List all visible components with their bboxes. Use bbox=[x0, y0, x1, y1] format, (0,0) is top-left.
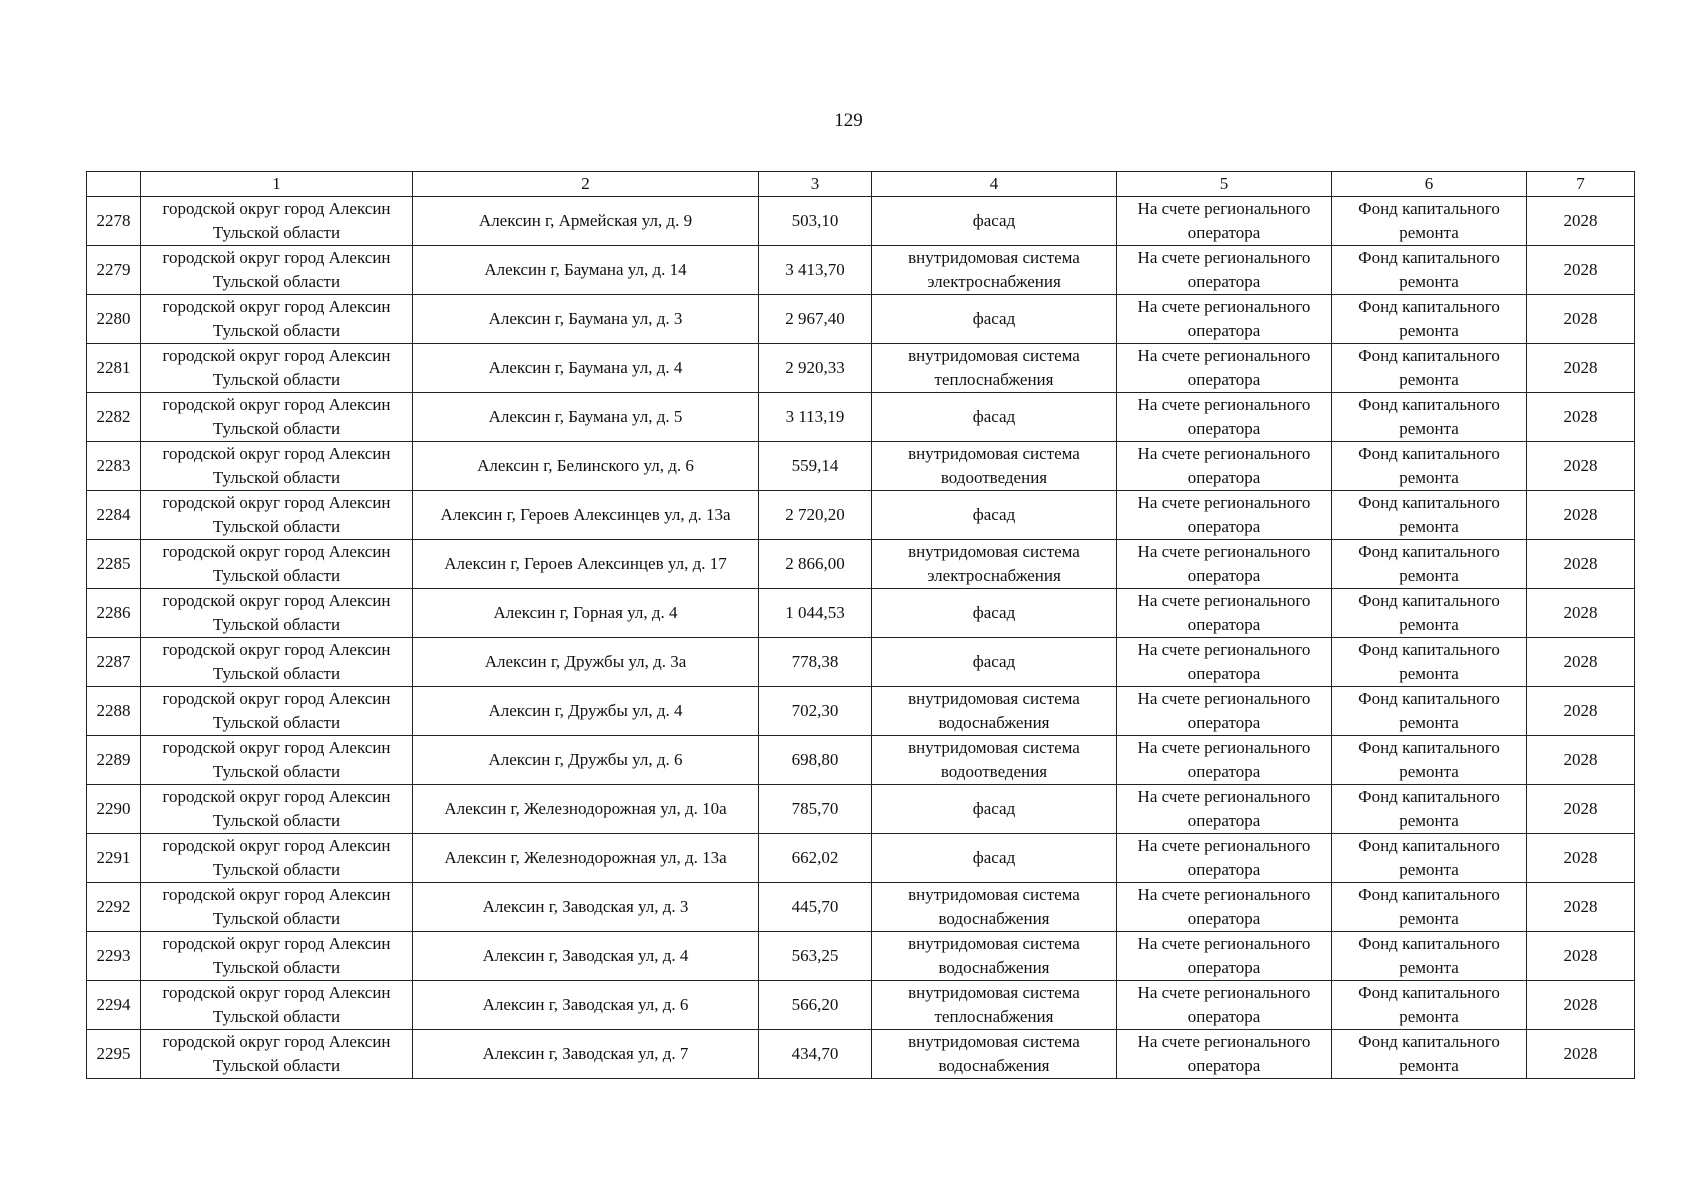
table-header bbox=[87, 172, 1635, 197]
cell-area: 778,38 bbox=[759, 638, 872, 687]
cell-account-method: На счете регионального оператора bbox=[1117, 540, 1332, 589]
cell-account-method: На счете регионального оператора bbox=[1117, 834, 1332, 883]
cell-year: 2028 bbox=[1527, 834, 1635, 883]
cell-funding-source: Фонд капитального ремонта bbox=[1332, 834, 1527, 883]
cell-row-number: 2283 bbox=[87, 442, 141, 491]
table-row bbox=[87, 834, 1635, 883]
cell-area: 785,70 bbox=[759, 785, 872, 834]
cell-funding-source: Фонд капитального ремонта bbox=[1332, 687, 1527, 736]
cell-row-number: 2282 bbox=[87, 393, 141, 442]
table-row bbox=[87, 246, 1635, 295]
cell-work-type: внутридомовая система теплоснабжения bbox=[872, 981, 1117, 1030]
cell-row-number: 2290 bbox=[87, 785, 141, 834]
cell-year: 2028 bbox=[1527, 932, 1635, 981]
column-header-7: 7 bbox=[1527, 172, 1635, 197]
cell-row-number: 2294 bbox=[87, 981, 141, 1030]
cell-area: 566,20 bbox=[759, 981, 872, 1030]
table-row bbox=[87, 197, 1635, 246]
table-row bbox=[87, 540, 1635, 589]
cell-area: 662,02 bbox=[759, 834, 872, 883]
cell-year: 2028 bbox=[1527, 638, 1635, 687]
cell-area: 503,10 bbox=[759, 197, 872, 246]
cell-municipality: городской округ город Алексин Тульской области bbox=[141, 785, 413, 834]
table-row bbox=[87, 883, 1635, 932]
cell-year: 2028 bbox=[1527, 491, 1635, 540]
table-row bbox=[87, 981, 1635, 1030]
cell-municipality: городской округ город Алексин Тульской области bbox=[141, 834, 413, 883]
table-row bbox=[87, 393, 1635, 442]
cell-municipality: городской округ город Алексин Тульской области bbox=[141, 736, 413, 785]
table-row bbox=[87, 638, 1635, 687]
cell-year: 2028 bbox=[1527, 197, 1635, 246]
page-number: 129 bbox=[834, 110, 863, 131]
column-header-4: 4 bbox=[872, 172, 1117, 197]
cell-account-method: На счете регионального оператора bbox=[1117, 246, 1332, 295]
table-row bbox=[87, 1030, 1635, 1079]
cell-funding-source: Фонд капитального ремонта bbox=[1332, 540, 1527, 589]
cell-account-method: На счете регионального оператора bbox=[1117, 442, 1332, 491]
cell-year: 2028 bbox=[1527, 393, 1635, 442]
cell-area: 698,80 bbox=[759, 736, 872, 785]
cell-area: 2 967,40 bbox=[759, 295, 872, 344]
cell-work-type: фасад bbox=[872, 638, 1117, 687]
cell-municipality: городской округ город Алексин Тульской области bbox=[141, 491, 413, 540]
cell-address: Алексин г, Армейская ул, д. 9 bbox=[413, 197, 759, 246]
cell-area: 445,70 bbox=[759, 883, 872, 932]
cell-address: Алексин г, Заводская ул, д. 7 bbox=[413, 1030, 759, 1079]
cell-row-number: 2295 bbox=[87, 1030, 141, 1079]
cell-row-number: 2292 bbox=[87, 883, 141, 932]
cell-municipality: городской округ город Алексин Тульской области bbox=[141, 295, 413, 344]
cell-address: Алексин г, Героев Алексинцев ул, д. 17 bbox=[413, 540, 759, 589]
cell-municipality: городской округ город Алексин Тульской области bbox=[141, 197, 413, 246]
cell-year: 2028 bbox=[1527, 442, 1635, 491]
cell-area: 2 866,00 bbox=[759, 540, 872, 589]
cell-work-type: внутридомовая система электроснабжения bbox=[872, 246, 1117, 295]
cell-work-type: внутридомовая система водоотведения bbox=[872, 442, 1117, 491]
cell-account-method: На счете регионального оператора bbox=[1117, 981, 1332, 1030]
cell-municipality: городской округ город Алексин Тульской области bbox=[141, 393, 413, 442]
cell-row-number: 2293 bbox=[87, 932, 141, 981]
cell-address: Алексин г, Железнодорожная ул, д. 13а bbox=[413, 834, 759, 883]
cell-funding-source: Фонд капитального ремонта bbox=[1332, 442, 1527, 491]
cell-municipality: городской округ город Алексин Тульской области bbox=[141, 687, 413, 736]
cell-funding-source: Фонд капитального ремонта bbox=[1332, 295, 1527, 344]
cell-year: 2028 bbox=[1527, 785, 1635, 834]
cell-account-method: На счете регионального оператора bbox=[1117, 197, 1332, 246]
cell-funding-source: Фонд капитального ремонта bbox=[1332, 393, 1527, 442]
cell-municipality: городской округ город Алексин Тульской области bbox=[141, 1030, 413, 1079]
cell-account-method: На счете регионального оператора bbox=[1117, 344, 1332, 393]
cell-year: 2028 bbox=[1527, 540, 1635, 589]
cell-account-method: На счете регионального оператора bbox=[1117, 295, 1332, 344]
cell-year: 2028 bbox=[1527, 344, 1635, 393]
cell-funding-source: Фонд капитального ремонта bbox=[1332, 1030, 1527, 1079]
cell-account-method: На счете регионального оператора bbox=[1117, 393, 1332, 442]
cell-municipality: городской округ город Алексин Тульской области bbox=[141, 442, 413, 491]
cell-work-type: фасад bbox=[872, 295, 1117, 344]
cell-address: Алексин г, Железнодорожная ул, д. 10а bbox=[413, 785, 759, 834]
cell-funding-source: Фонд капитального ремонта bbox=[1332, 491, 1527, 540]
cell-address: Алексин г, Дружбы ул, д. 3а bbox=[413, 638, 759, 687]
column-header-5: 5 bbox=[1117, 172, 1332, 197]
cell-area: 559,14 bbox=[759, 442, 872, 491]
cell-year: 2028 bbox=[1527, 883, 1635, 932]
cell-address: Алексин г, Заводская ул, д. 4 bbox=[413, 932, 759, 981]
cell-row-number: 2280 bbox=[87, 295, 141, 344]
cell-funding-source: Фонд капитального ремонта bbox=[1332, 932, 1527, 981]
cell-account-method: На счете регионального оператора bbox=[1117, 932, 1332, 981]
column-header-2: 2 bbox=[413, 172, 759, 197]
cell-row-number: 2286 bbox=[87, 589, 141, 638]
cell-funding-source: Фонд капитального ремонта bbox=[1332, 785, 1527, 834]
cell-funding-source: Фонд капитального ремонта bbox=[1332, 589, 1527, 638]
cell-work-type: внутридомовая система водоснабжения bbox=[872, 1030, 1117, 1079]
cell-work-type: фасад bbox=[872, 834, 1117, 883]
cell-year: 2028 bbox=[1527, 589, 1635, 638]
table-row bbox=[87, 736, 1635, 785]
cell-municipality: городской округ город Алексин Тульской области bbox=[141, 638, 413, 687]
cell-row-number: 2281 bbox=[87, 344, 141, 393]
cell-row-number: 2284 bbox=[87, 491, 141, 540]
column-header-3: 3 bbox=[759, 172, 872, 197]
cell-work-type: фасад bbox=[872, 491, 1117, 540]
cell-work-type: фасад bbox=[872, 393, 1117, 442]
cell-row-number: 2288 bbox=[87, 687, 141, 736]
table-row bbox=[87, 785, 1635, 834]
cell-work-type: внутридомовая система водоснабжения bbox=[872, 932, 1117, 981]
table-row bbox=[87, 295, 1635, 344]
cell-account-method: На счете регионального оператора bbox=[1117, 883, 1332, 932]
cell-address: Алексин г, Заводская ул, д. 3 bbox=[413, 883, 759, 932]
cell-row-number: 2278 bbox=[87, 197, 141, 246]
cell-work-type: внутридомовая система водоснабжения bbox=[872, 687, 1117, 736]
table-row bbox=[87, 687, 1635, 736]
cell-work-type: фасад bbox=[872, 785, 1117, 834]
cell-year: 2028 bbox=[1527, 1030, 1635, 1079]
cell-account-method: На счете регионального оператора bbox=[1117, 736, 1332, 785]
cell-address: Алексин г, Баумана ул, д. 4 bbox=[413, 344, 759, 393]
cell-area: 563,25 bbox=[759, 932, 872, 981]
cell-account-method: На счете регионального оператора bbox=[1117, 1030, 1332, 1079]
cell-work-type: фасад bbox=[872, 197, 1117, 246]
cell-work-type: внутридомовая система электроснабжения bbox=[872, 540, 1117, 589]
cell-area: 434,70 bbox=[759, 1030, 872, 1079]
cell-row-number: 2291 bbox=[87, 834, 141, 883]
cell-address: Алексин г, Баумана ул, д. 3 bbox=[413, 295, 759, 344]
cell-address: Алексин г, Дружбы ул, д. 6 bbox=[413, 736, 759, 785]
cell-address: Алексин г, Дружбы ул, д. 4 bbox=[413, 687, 759, 736]
cell-municipality: городской округ город Алексин Тульской области bbox=[141, 246, 413, 295]
cell-work-type: фасад bbox=[872, 589, 1117, 638]
cell-work-type: внутридомовая система водоснабжения bbox=[872, 883, 1117, 932]
cell-funding-source: Фонд капитального ремонта bbox=[1332, 344, 1527, 393]
cell-funding-source: Фонд капитального ремонта bbox=[1332, 197, 1527, 246]
cell-address: Алексин г, Героев Алексинцев ул, д. 13а bbox=[413, 491, 759, 540]
cell-account-method: На счете регионального оператора bbox=[1117, 785, 1332, 834]
cell-year: 2028 bbox=[1527, 295, 1635, 344]
cell-year: 2028 bbox=[1527, 246, 1635, 295]
header-row bbox=[87, 172, 1635, 197]
cell-account-method: На счете регионального оператора bbox=[1117, 687, 1332, 736]
cell-address: Алексин г, Белинского ул, д. 6 bbox=[413, 442, 759, 491]
cell-funding-source: Фонд капитального ремонта bbox=[1332, 246, 1527, 295]
column-header-row-number bbox=[87, 172, 141, 197]
cell-account-method: На счете регионального оператора bbox=[1117, 589, 1332, 638]
cell-municipality: городской округ город Алексин Тульской области bbox=[141, 932, 413, 981]
cell-year: 2028 bbox=[1527, 687, 1635, 736]
table-row bbox=[87, 932, 1635, 981]
cell-municipality: городской округ город Алексин Тульской области bbox=[141, 883, 413, 932]
cell-work-type: внутридомовая система теплоснабжения bbox=[872, 344, 1117, 393]
cell-year: 2028 bbox=[1527, 981, 1635, 1030]
cell-area: 3 113,19 bbox=[759, 393, 872, 442]
cell-row-number: 2279 bbox=[87, 246, 141, 295]
cell-account-method: На счете регионального оператора bbox=[1117, 638, 1332, 687]
cell-area: 2 920,33 bbox=[759, 344, 872, 393]
cell-work-type: внутридомовая система водоотведения bbox=[872, 736, 1117, 785]
cell-municipality: городской округ город Алексин Тульской области bbox=[141, 540, 413, 589]
cell-row-number: 2287 bbox=[87, 638, 141, 687]
cell-funding-source: Фонд капитального ремонта bbox=[1332, 981, 1527, 1030]
cell-row-number: 2285 bbox=[87, 540, 141, 589]
cell-funding-source: Фонд капитального ремонта bbox=[1332, 736, 1527, 785]
cell-row-number: 2289 bbox=[87, 736, 141, 785]
column-header-1: 1 bbox=[141, 172, 413, 197]
cell-area: 2 720,20 bbox=[759, 491, 872, 540]
cell-address: Алексин г, Заводская ул, д. 6 bbox=[413, 981, 759, 1030]
column-header-6: 6 bbox=[1332, 172, 1527, 197]
table-row bbox=[87, 491, 1635, 540]
cell-municipality: городской округ город Алексин Тульской области bbox=[141, 344, 413, 393]
cell-address: Алексин г, Баумана ул, д. 5 bbox=[413, 393, 759, 442]
table-row bbox=[87, 344, 1635, 393]
cell-area: 3 413,70 bbox=[759, 246, 872, 295]
capital-repair-table bbox=[86, 171, 1635, 1079]
cell-address: Алексин г, Горная ул, д. 4 bbox=[413, 589, 759, 638]
table-row bbox=[87, 589, 1635, 638]
cell-area: 1 044,53 bbox=[759, 589, 872, 638]
cell-address: Алексин г, Баумана ул, д. 14 bbox=[413, 246, 759, 295]
cell-municipality: городской округ город Алексин Тульской области bbox=[141, 589, 413, 638]
cell-municipality: городской округ город Алексин Тульской области bbox=[141, 981, 413, 1030]
cell-account-method: На счете регионального оператора bbox=[1117, 491, 1332, 540]
table-body bbox=[87, 197, 1635, 1079]
table-row bbox=[87, 442, 1635, 491]
cell-funding-source: Фонд капитального ремонта bbox=[1332, 883, 1527, 932]
cell-funding-source: Фонд капитального ремонта bbox=[1332, 638, 1527, 687]
cell-area: 702,30 bbox=[759, 687, 872, 736]
cell-year: 2028 bbox=[1527, 736, 1635, 785]
